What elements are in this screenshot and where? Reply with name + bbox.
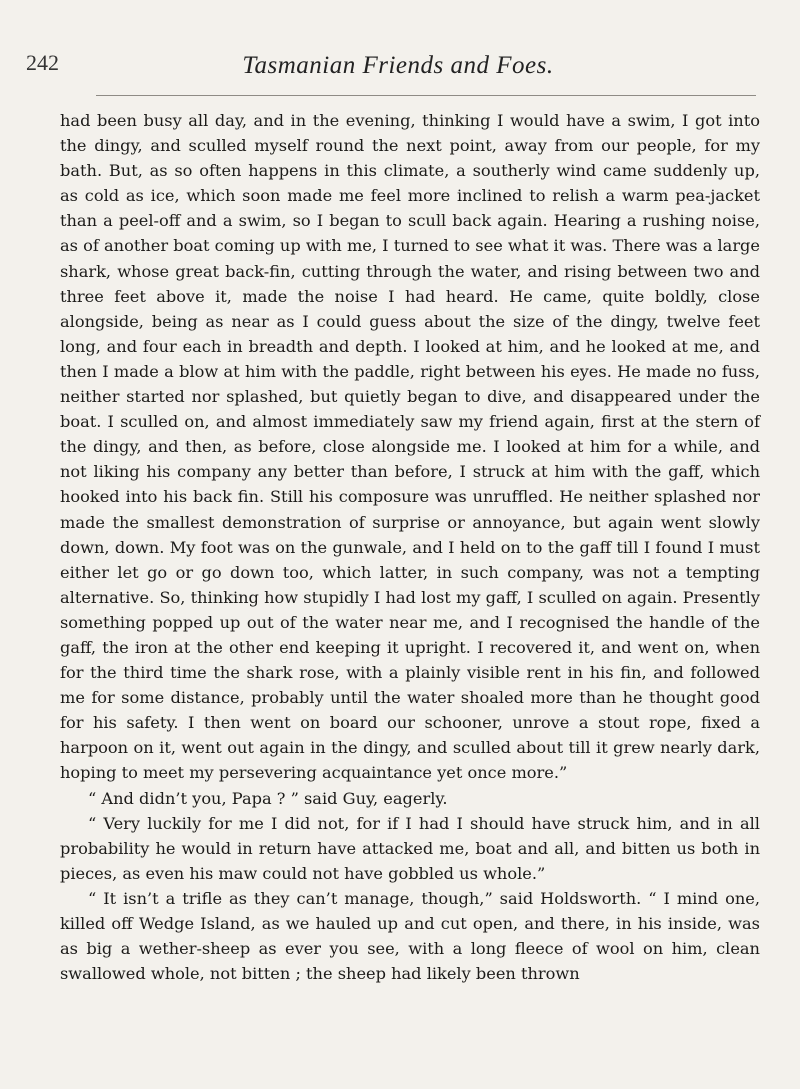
page-header (26, 50, 770, 90)
running-title: Tasmanian Friends and Foes. (242, 52, 554, 79)
paragraph: “ And didn’t you, Papa ? ” said Guy, eagerly. (88, 788, 448, 808)
paragraph: “ Very luckily for me I did not, for if I had I should have struck him, and in all probability he would in return have attacked me, boat and all, and bitten us both in pieces, as even his maw could not have gobbled us whole.” (60, 813, 760, 883)
page-number: 242 (26, 50, 59, 75)
body-text (60, 108, 760, 986)
header-rule (96, 95, 756, 96)
paragraph: “ It isn’t a trifle as they can’t manage, though,” said Holdsworth. “ I mind one, killed off Wedge Island, as we hauled up and cut open, and there, in his inside, was as big a wether-sheep as ever you see, with a long fleece of wool on him, clean swallowed whole, not bitten ; the sheep had likely been thrown (60, 888, 760, 984)
paragraph: had been busy all day, and in the evening, thinking I would have a swim, I got into the dingy, and sculled myself round the next point, away from our people, for my bath. But, as so often happens in this climate, a southerly wind came suddenly up, as cold as ice, which soon made me feel more inclined to relish a warm pea-jacket than a peel-off and a swim, so I began to scull back again. Hearing a rushing noise, as of another boat coming up with me, I turned to see what it was. There was a large shark, whose great back-fin, cutting through the water, and rising between two and three feet above it, made the noise I had heard. He came, quite boldly, close alongside, being as near as I could guess about the size of the dingy, twelve feet long, and four each in breadth and depth. I looked at him, and he looked at me, and then I made a blow at him with the paddle, right between his eyes. He made no fuss, neither started nor splashed, but quietly began to dive, and disappeared under the boat. I sculled on, and almost immediately saw my friend again, first at the stern of the dingy, and then, as before, close alongside me. I looked at him for a while, and not liking his company any better than before, I struck at him with the gaff, which hooked into his back fin. Still his composure was unruffled. He neither splashed nor made the smallest demonstration of surprise or annoyance, but again went slowly down, down. My foot was on the gunwale, and I held on to the gaff till I found I must either let go or go down too, which latter, in such company, was not a tempting alternative. So, thinking how stupidly I had lost my gaff, I sculled on again. Presently something popped up out of the water near me, and I recognised the handle of the gaff, the iron at the other end keeping it upright. I recovered it, and went on, when for the third time the shark rose, with a plainly visible rent in his fin, and followed me for some distance, probably until the water shoaled more than he thought good for his safety. I then went on board our schooner, unrove a stout rope, fixed a harpoon on it, went out again in the dingy, and sculled about till it grew nearly dark, hoping to meet my persevering acquaintance yet once more.” (60, 111, 760, 783)
